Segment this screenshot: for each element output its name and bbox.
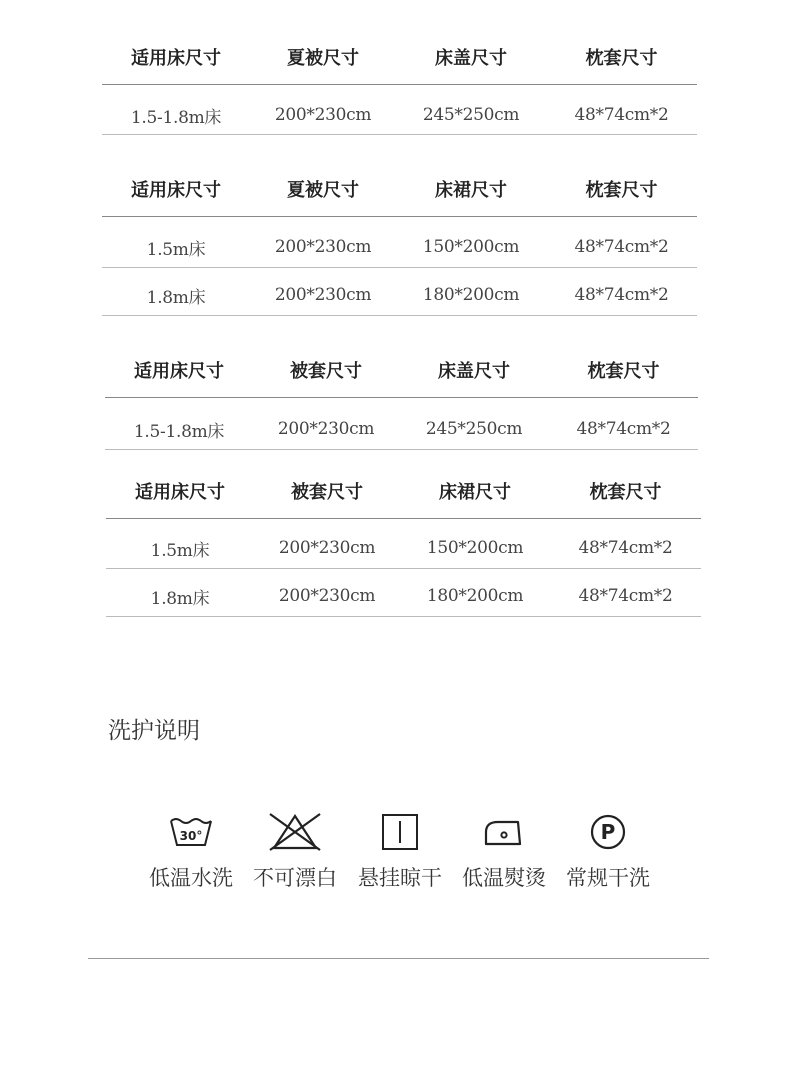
table-header-row [105,351,698,389]
table-cell: 48*74cm*2 [578,538,673,558]
table-cell: 48*74cm*2 [574,285,669,305]
care-item-no-bleach [245,812,345,892]
size-table-3 [105,351,698,451]
table-cell: 48*74cm*2 [574,105,669,125]
care-item-hang-dry [350,812,450,892]
row-divider [102,134,697,135]
care-label: 不可漂白 [253,866,337,890]
table-cell: 1.8m床 [146,287,206,308]
table-cell: 200*230cm [274,237,372,257]
table-cell: 48*74cm*2 [578,586,673,606]
hang-dry-icon [350,812,450,852]
care-item-wash [141,812,241,892]
header-cell: 床盖尺寸 [438,361,510,382]
table-cell: 200*230cm [274,285,372,305]
table-cell: 48*74cm*2 [574,237,669,257]
size-table-2 [102,170,697,318]
header-cell: 适用床尺寸 [131,180,221,201]
table-cell: 1.5-1.8m床 [130,107,222,128]
header-divider [105,397,698,398]
care-label: 悬挂晾干 [358,866,442,890]
table-cell: 180*200cm [426,586,524,606]
care-item-low-iron [454,812,554,892]
row-divider [105,449,698,450]
table-cell: 150*200cm [422,237,520,257]
row-divider [106,568,701,569]
header-cell: 被套尺寸 [290,361,362,382]
care-instructions-title: 洗护说明 [108,718,200,744]
care-label: 低温水洗 [149,866,233,890]
care-label: 常规干洗 [566,866,650,890]
table-cell: 200*230cm [278,538,376,558]
table-cell: 180*200cm [422,285,520,305]
header-cell: 适用床尺寸 [134,361,224,382]
header-cell: 床裙尺寸 [435,180,507,201]
care-label: 低温熨烫 [462,866,546,890]
table-header-row [106,472,701,510]
size-table-4 [106,472,701,620]
table-cell: 150*200cm [426,538,524,558]
header-cell: 夏被尺寸 [287,180,359,201]
header-cell: 适用床尺寸 [135,482,225,503]
table-cell: 48*74cm*2 [576,419,671,439]
header-cell: 夏被尺寸 [287,48,359,69]
table-row [105,412,698,446]
header-cell: 床盖尺寸 [435,48,507,69]
row-divider [106,616,701,617]
table-row [102,98,697,132]
table-cell: 200*230cm [278,586,376,606]
header-cell: 适用床尺寸 [131,48,221,69]
table-cell: 200*230cm [277,419,375,439]
table-cell: 1.5m床 [146,239,206,260]
no-bleach-icon [245,812,345,852]
table-cell: 1.5m床 [150,540,210,561]
table-cell: 1.5-1.8m床 [133,421,225,442]
header-cell: 枕套尺寸 [585,48,658,69]
footer-divider [88,958,709,959]
table-cell: 1.8m床 [150,588,210,609]
dry-clean-p-icon [558,812,658,852]
wash-30-icon [141,812,241,852]
table-row [106,579,701,613]
table-header-row [102,170,697,208]
table-cell: 245*250cm [422,105,520,125]
table-row [106,531,701,565]
size-table-1 [102,38,697,136]
low-iron-icon [454,812,554,852]
wash-temp-label: 30° [179,829,203,843]
dry-clean-symbol: P [600,820,616,844]
row-divider [102,315,697,316]
table-header-row [102,38,697,76]
table-row [102,230,697,264]
table-cell: 245*250cm [425,419,523,439]
table-row [102,278,697,312]
header-divider [102,84,697,85]
header-cell: 枕套尺寸 [585,180,658,201]
row-divider [102,267,697,268]
care-item-dry-clean [558,812,658,892]
table-cell: 200*230cm [274,105,372,125]
header-divider [106,518,701,519]
header-cell: 被套尺寸 [291,482,363,503]
header-cell: 枕套尺寸 [589,482,662,503]
header-divider [102,216,697,217]
header-cell: 枕套尺寸 [587,361,660,382]
header-cell: 床裙尺寸 [439,482,511,503]
